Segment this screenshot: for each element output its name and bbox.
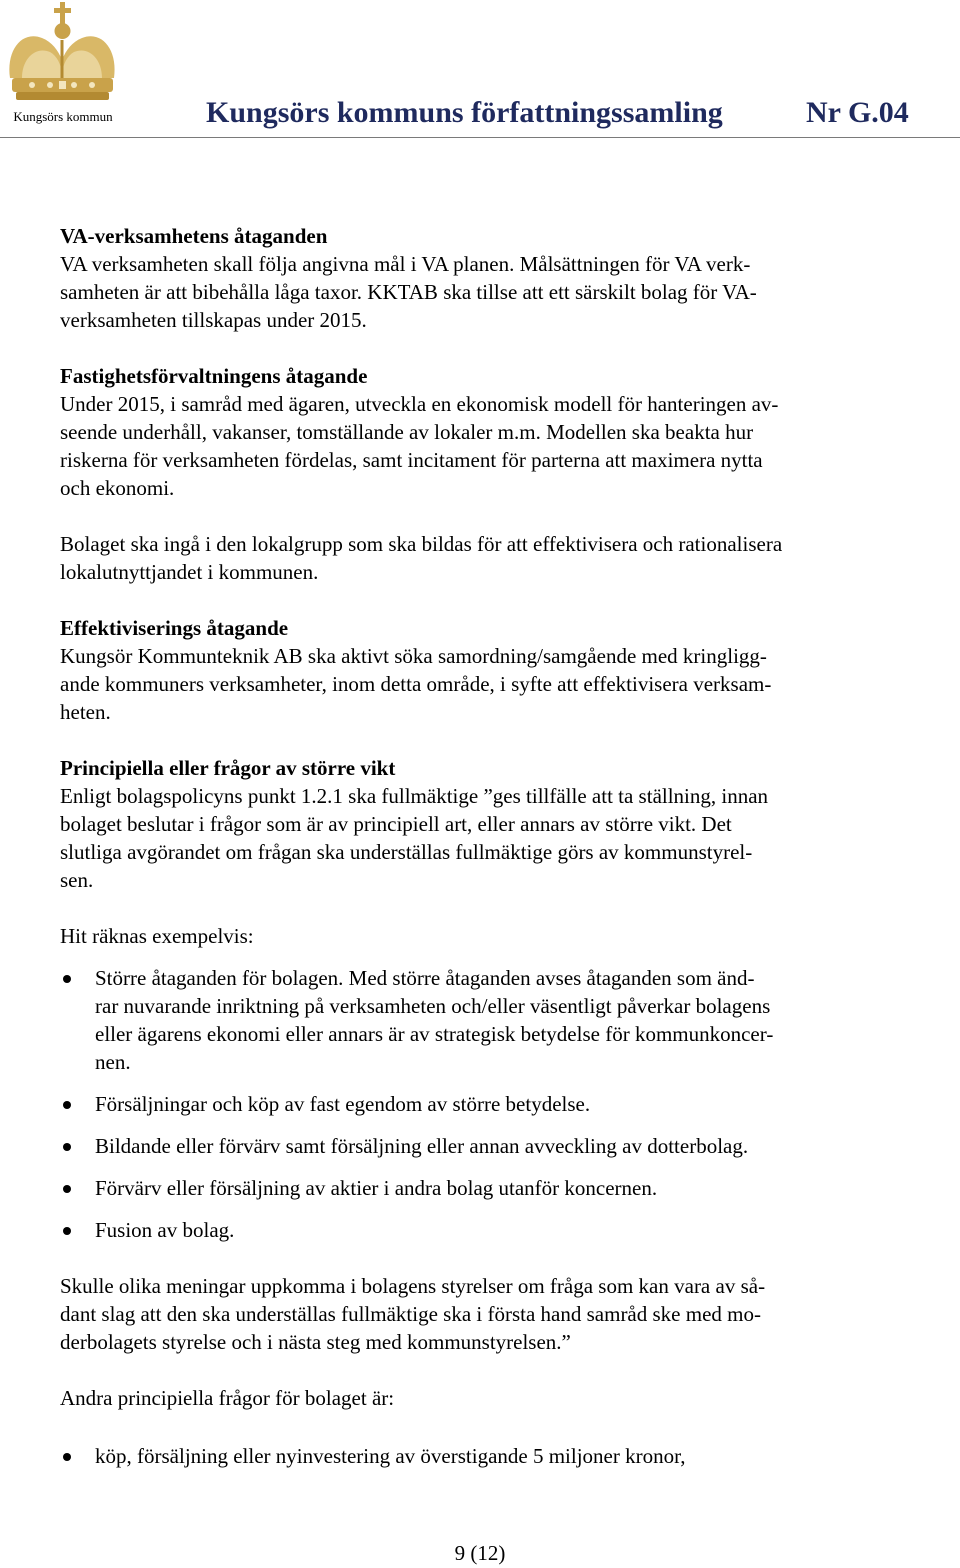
section-heading-effektiv: Effektiviserings åtagande: [60, 616, 289, 640]
paragraph-line: Enligt bolagspolicyns punkt 1.2.1 ska fullmäktige ”ges tillfälle att ta ställning, innan: [60, 784, 769, 808]
paragraph-line: riskerna för verksamheten fördelas, samt incitament för parterna att maximera nytta: [60, 448, 763, 472]
list-intro: Andra principiella frågor för bolaget är:: [60, 1386, 395, 1410]
bullet-list: [60, 964, 905, 1244]
paragraph-line: och ekonomi.: [60, 476, 175, 500]
list-item-line: Bildande eller förvärv samt försäljning eller annan avveckling av dotterbolag.: [95, 1134, 749, 1158]
paragraph-line: samheten är att bibehålla låga taxor. KKTAB ska tillse att ett särskilt bolag för VA-: [60, 280, 757, 304]
municipality-logo: [2, 0, 124, 130]
bullet-icon: [63, 975, 71, 983]
paragraph-line: dant slag att den ska underställas fullmäktige ska i första hand samråd ske med mo-: [60, 1302, 761, 1326]
bullet-icon: [63, 1101, 71, 1109]
paragraph-line: lokalutnyttjandet i kommunen.: [60, 560, 319, 584]
list-item-line: Större åtaganden för bolagen. Med större åtaganden avses åtaganden som änd-: [95, 966, 755, 990]
crown-icon: [2, 0, 124, 110]
list-intro: Hit räknas exempelvis:: [60, 924, 254, 948]
bullet-list-other: [60, 1442, 905, 1470]
paragraph-line: seende underhåll, vakanser, tomställande av lokaler m.m. Modellen ska beakta hur: [60, 420, 754, 444]
section-heading-va: VA-verksamhetens åtaganden: [60, 224, 328, 248]
list-item: [60, 1174, 905, 1202]
paragraph-line: ande kommuners verksamheter, inom detta område, i syfte att effektivisera verksam-: [60, 672, 772, 696]
section-heading-fastighet: Fastighetsförvaltningens åtagande: [60, 364, 368, 388]
paragraph-line: bolaget beslutar i frågor som är av principiell art, eller annars av större vikt. Det: [60, 812, 732, 836]
bullet-icon: [63, 1143, 71, 1151]
list-item: [60, 1090, 905, 1118]
list-item-line: Fusion av bolag.: [95, 1218, 235, 1242]
bullet-icon: [63, 1185, 71, 1193]
logo-text: Kungsörs kommun: [13, 109, 113, 124]
paragraph-line: Kungsör Kommunteknik AB ska aktivt söka samordning/samgående med kringligg-: [60, 644, 767, 668]
bullet-icon: [63, 1453, 71, 1461]
header-divider: [0, 137, 960, 138]
paragraph-line: Under 2015, i samråd med ägaren, utveckla en ekonomisk modell för hanteringen av-: [60, 392, 779, 416]
header-number: Nr G.04: [806, 96, 909, 129]
paragraph-line: verksamheten tillskapas under 2015.: [60, 308, 367, 332]
list-item: [60, 1132, 905, 1160]
paragraph-line: derbolagets styrelse och i nästa steg med kommunstyrelsen.”: [60, 1330, 571, 1354]
section-heading-princip: Principiella eller frågor av större vikt: [60, 756, 396, 780]
list-item-line: rar nuvarande inriktning på verksamheten och/eller väsentligt påverkar bolagens: [95, 994, 771, 1018]
list-item: [60, 1216, 905, 1244]
document-body: [60, 222, 905, 1484]
paragraph-line: Bolaget ska ingå i den lokalgrupp som ska bildas för att effektivisera och rationalisera: [60, 532, 783, 556]
paragraph-line: heten.: [60, 700, 111, 724]
header-title: Kungsörs kommuns författningssamling: [206, 96, 723, 129]
list-item-line: köp, försäljning eller nyinvestering av överstigande 5 miljoner kronor,: [95, 1444, 686, 1468]
bullet-icon: [63, 1227, 71, 1235]
list-item-line: Försäljningar och köp av fast egendom av större betydelse.: [95, 1092, 591, 1116]
list-item-line: Förvärv eller försäljning av aktier i andra bolag utanför koncernen.: [95, 1176, 658, 1200]
page-number: 9 (12): [454, 1541, 506, 1565]
list-item-line: nen.: [95, 1050, 131, 1074]
list-item: [60, 1442, 905, 1470]
paragraph-line: slutliga avgörandet om frågan ska underställas fullmäktige görs av kommunstyrel-: [60, 840, 753, 864]
list-item-line: eller ägarens ekonomi eller annars är av strategisk betydelse för kommunkoncer-: [95, 1022, 774, 1046]
paragraph-line: Skulle olika meningar uppkomma i bolagens styrelser om fråga som kan vara av så-: [60, 1274, 766, 1298]
paragraph-line: VA verksamheten skall följa angivna mål i VA planen. Målsättningen för VA verk-: [60, 252, 751, 276]
list-item: [60, 964, 905, 1076]
paragraph-line: sen.: [60, 868, 94, 892]
